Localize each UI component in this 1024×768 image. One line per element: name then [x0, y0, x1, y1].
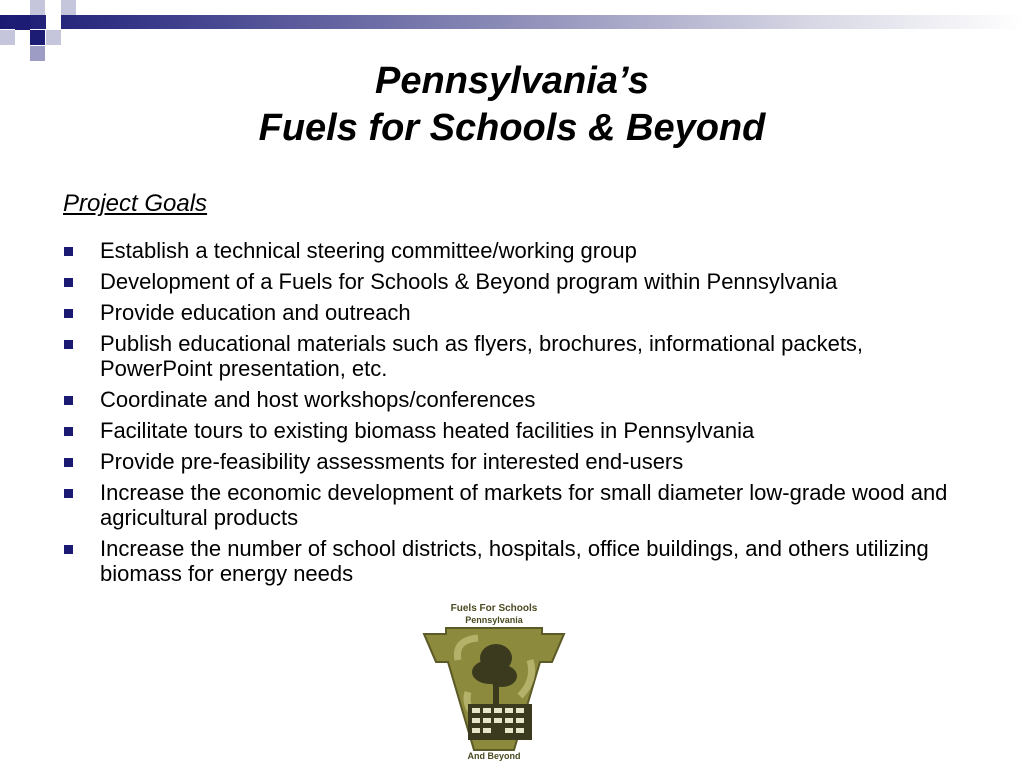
building-window	[494, 718, 502, 723]
building-window	[483, 708, 491, 713]
building-window	[483, 728, 491, 733]
header-square-decoration	[30, 30, 45, 45]
bullet-square-icon	[64, 489, 73, 498]
header-square-decoration	[46, 15, 61, 30]
keystone-tree-logo-icon	[418, 600, 570, 762]
tree-canopy	[487, 665, 517, 687]
bullet-item	[63, 480, 973, 530]
slide-title	[0, 58, 1024, 152]
bullet-item	[63, 418, 973, 443]
bullet-square-icon	[64, 396, 73, 405]
building-window	[516, 708, 524, 713]
bullet-text: Establish a technical steering committee/working group	[100, 238, 637, 263]
bullet-text: Facilitate tours to existing biomass heated facilities in Pennsylvania	[100, 418, 755, 443]
bullet-item	[63, 449, 973, 474]
header-square-decoration	[30, 0, 45, 15]
bullet-square-icon	[64, 458, 73, 467]
bullet-square-icon	[64, 278, 73, 287]
building-window	[483, 718, 491, 723]
bullet-square-icon	[64, 340, 73, 349]
bullet-square-icon	[64, 309, 73, 318]
logo-line3: And Beyond	[467, 751, 521, 761]
building-window	[494, 708, 502, 713]
bullet-item	[63, 331, 973, 381]
slide-title-line2: Fuels for Schools & Beyond	[258, 107, 766, 149]
section-subheading: Project Goals	[63, 190, 208, 217]
goals-bullet-list	[63, 238, 973, 592]
logo-line1: Fuels For Schools	[450, 603, 538, 614]
bullet-text: Provide pre-feasibility assessments for interested end-users	[100, 449, 684, 474]
bullet-text: Increase the number of school districts, hospitals, office buildings, and others utilizing biomass for energy needs	[100, 536, 929, 586]
header-square-decoration	[61, 0, 76, 15]
bullet-text: Development of a Fuels for Schools & Beyond program within Pennsylvania	[100, 269, 838, 294]
header-square-decoration	[0, 30, 15, 45]
bullet-square-icon	[64, 545, 73, 554]
bullet-item	[63, 536, 973, 586]
bullet-item	[63, 387, 973, 412]
bullet-square-icon	[64, 247, 73, 256]
building-window	[516, 718, 524, 723]
building-window	[472, 708, 480, 713]
tree-trunk	[493, 680, 499, 704]
bullet-square-icon	[64, 427, 73, 436]
logo-line2: Pennsylvania	[465, 615, 523, 625]
bullet-text: Publish educational materials such as flyers, brochures, informational packets, PowerPoint presentation, etc.	[100, 331, 864, 381]
fuels-for-schools-logo	[418, 600, 570, 762]
header-gradient-band	[0, 15, 1024, 29]
bullet-text: Coordinate and host workshops/conferences	[100, 387, 536, 412]
building-window	[505, 708, 513, 713]
bullet-text: Provide education and outreach	[100, 300, 411, 325]
building-window	[516, 728, 524, 733]
building-window	[472, 718, 480, 723]
header-square-decoration	[15, 15, 30, 30]
bullet-item	[63, 300, 973, 325]
bullet-item	[63, 238, 973, 263]
bullet-text: Increase the economic development of markets for small diameter low-grade wood and agricultural products	[100, 480, 948, 530]
header-square-decoration	[46, 30, 61, 45]
building-window	[505, 728, 513, 733]
building-window	[472, 728, 480, 733]
slide-title-line1: Pennsylvania’s	[375, 60, 649, 102]
bullet-item	[63, 269, 973, 294]
building-window	[505, 718, 513, 723]
